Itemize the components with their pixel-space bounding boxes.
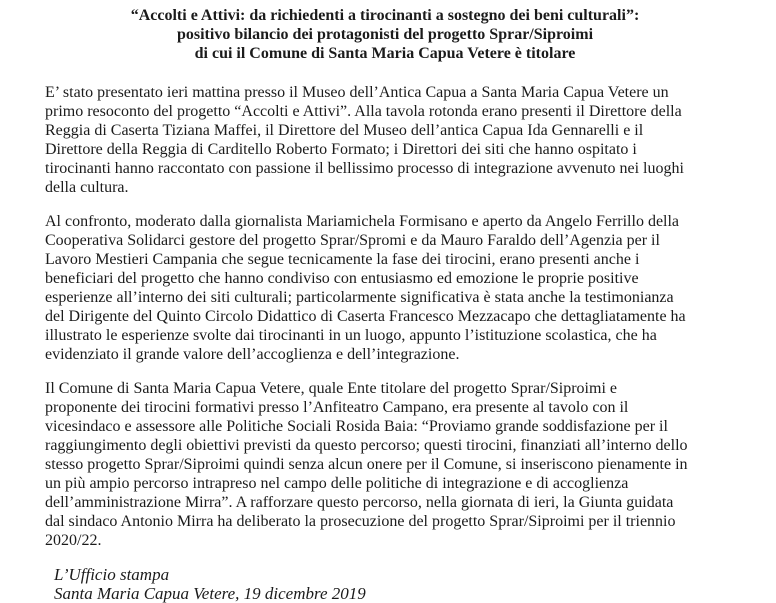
text-line: beneficiari del progetto che hanno condiviso con entusiasmo ed emozione le proprie positive — [45, 270, 639, 287]
text-line: di cui il Comune di Santa Maria Capua Vetere è titolare — [194, 45, 576, 62]
text-line: “Accolti e Attivi: da richiedenti a tirocinanti a sostegno dei beni culturali”: — [130, 7, 640, 24]
text-line: Al confronto, moderato dalla giornalista Mariamichela Formisano e aperto da Angelo Ferrillo della — [45, 213, 680, 230]
text-line: E’ stato presentato ieri mattina presso il Museo dell’Antica Capua a Santa Maria Capua Vetere un — [45, 84, 669, 101]
text-line: della cultura. — [45, 179, 129, 196]
text-line: dell’amministrazione Mirra”. A rafforzare questo percorso, nella giornata di ieri, la Giunta guidata — [45, 494, 674, 511]
text-line: vicesindaco e assessore alle Politiche Sociali Rosida Baia: “Proviamo grande soddisfazione per il — [45, 418, 668, 435]
text-line: Cooperativa Solidarci gestore del progetto Sprar/Spromi e da Mauro Faraldo dell’Agenzia per il — [45, 232, 660, 249]
text-line: Reggia di Caserta Tiziana Maffei, il Direttore del Museo dell’antica Capua Ida Gennarelli e il — [45, 122, 644, 139]
signature-block — [45, 565, 757, 603]
paragraph-presentation — [45, 83, 757, 197]
text-line: evidenziato il grande valore dell’accoglienza e dell’integrazione. — [45, 346, 460, 363]
paragraph-comune-statement — [45, 379, 757, 550]
text-line: Lavoro Mestieri Campania che segue tecnicamente la fase dei tirocini, erano presenti anche i — [45, 251, 640, 268]
dateline: Santa Maria Capua Vetere, 19 dicembre 2019 — [54, 584, 366, 603]
paragraph-round-table — [45, 212, 757, 364]
text-line: raggiungimento degli obiettivi previsti da questo percorso; questi tirocini, finanziati all’interno dello — [45, 437, 688, 454]
text-line: positivo bilancio dei protagonisti del progetto Sprar/Siproimi — [176, 26, 594, 43]
text-line: stesso progetto Sprar/Siproimi quindi senza alcun onere per il Comune, si inseriscono pienamente in — [45, 456, 688, 473]
text-line: Direttore della Reggia di Carditello Roberto Formato; i Direttori dei siti che hanno ospitato i — [45, 141, 637, 158]
text-line: primo resoconto del progetto “Accolti e Attivi”. Alla tavola rotonda erano presenti il Direttore della — [45, 103, 682, 120]
text-line: illustrato le esperienze svolte dai tirocinanti in un luogo, appunto l’istituzione scolastica, che ha — [45, 327, 657, 344]
text-line: 2020/22. — [45, 532, 102, 549]
text-line: dal sindaco Antonio Mirra ha deliberato la prosecuzione del progetto Sprar/Siproimi per il triennio — [45, 513, 676, 530]
text-line: tirocinanti hanno raccontato con passione il bellissimo processo di integrazione avvenuto nei luoghi — [45, 160, 684, 177]
text-line: Il Comune di Santa Maria Capua Vetere, quale Ente titolare del progetto Sprar/Siproimi e — [45, 380, 617, 397]
text-line: un più ampio percorso intrapreso nel campo delle politiche di integrazione e di accoglienza — [45, 475, 629, 492]
document-title — [45, 6, 725, 63]
text-line: proponente dei tirocini formativi presso l’Anfiteatro Campano, era presente al tavolo con il — [45, 399, 629, 416]
text-line: del Dirigente del Quinto Circolo Didattico di Caserta Francesco Mezzacapo che dettagliatamente ha — [45, 308, 686, 325]
press-office-line: L’Ufficio stampa — [54, 565, 170, 584]
text-line: esperienze all’interno dei siti culturali; particolarmente significativa è stata anche la testimonianza — [45, 289, 674, 306]
